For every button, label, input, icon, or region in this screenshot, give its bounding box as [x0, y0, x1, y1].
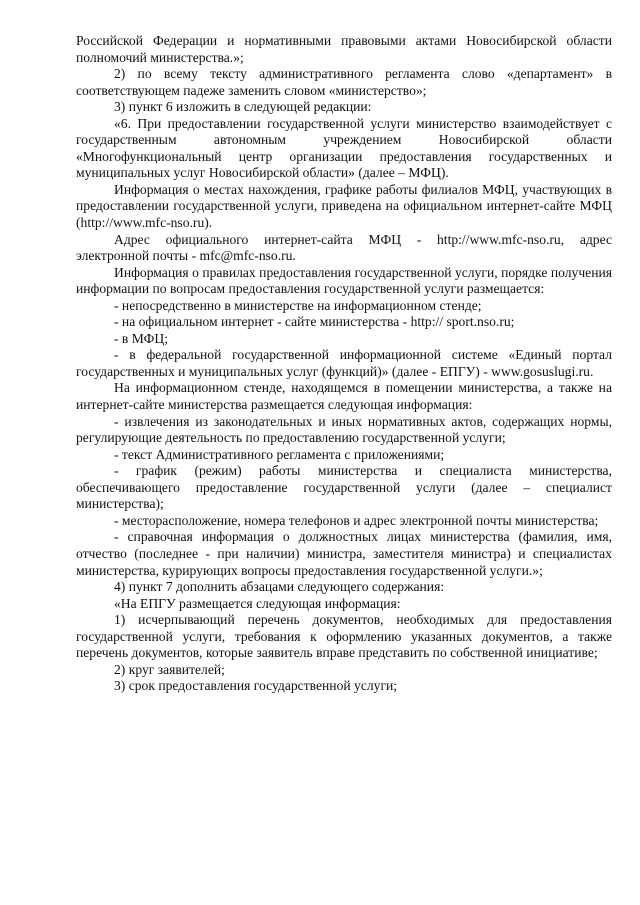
list-item-3: - в МФЦ;	[114, 330, 168, 346]
paragraph-7: Информация о правилах предоставления государственной услуги, порядке получения информации по вопросам предоставления государственной услуги размещается:	[76, 264, 612, 297]
document-page	[76, 33, 612, 695]
paragraph-9: 4) пункт 7 дополнить абзацами следующего содержания:	[114, 579, 445, 595]
list-item-4: - в федеральной государственной информационной системе «Единый портал государственных и муниципальных услуг (функций)» (далее - ЕПГУ) - www.gosuslugi.ru.	[76, 347, 612, 379]
list-item-6: - текст Административного регламента с приложениями;	[114, 446, 445, 462]
list-item-7: - график (режим) работы министерства и специалиста министерства, обеспечивающего предоставление государственной услуги (далее – специалист министерства);	[76, 463, 612, 512]
list-item-2: - на официальном интернет - сайте министерства - http:// sport.nso.ru;	[114, 314, 515, 330]
paragraph-1: Российской Федерации и нормативными правовыми актами Новосибирской области полномочий министерства.»;	[76, 33, 612, 65]
list-item-1: - непосредственно в министерстве на информационном стенде;	[114, 297, 482, 313]
paragraph-10: «На ЕПГУ размещается следующая информация:	[114, 595, 401, 611]
paragraph-5: Информация о местах нахождения, графике работы филиалов МФЦ, участвующих в предоставлении государственной услуги, приведена на официальном интернет-сайте МФЦ (http://www.mfc-nso.ru).	[76, 181, 612, 231]
paragraph-3: 3) пункт 6 изложить в следующей редакции:	[114, 99, 372, 115]
paragraph-2: 2) по всему тексту административного регламента слово «департамент» в соответствующем падеже заменить словом «министерство»;	[76, 66, 612, 98]
paragraph-6: Адрес официального интернет-сайта МФЦ - http://www.mfc-nso.ru, адрес электронной почты - mfc@mfc-nso.ru.	[76, 231, 612, 264]
list-item-9: - справочная информация о должностных лицах министерства (фамилия, имя, отчество (последнее - при наличии) министра, заместителя министра) и специалистах министерства, курирующих вопросы предоставления государственной услуги.»;	[76, 529, 612, 578]
numbered-item-2: 2) круг заявителей;	[114, 661, 225, 677]
list-item-8: - месторасположение, номера телефонов и адрес электронной почты министерства;	[114, 512, 599, 528]
numbered-item-1: 1) исчерпывающий перечень документов, необходимых для предоставления государственной услуги, требования к оформлению указанных документов, а также перечень документов, которые заявитель вправе представить по собственной инициативе;	[76, 612, 612, 661]
numbered-item-3: 3) срок предоставления государственной услуги;	[114, 678, 398, 694]
list-item-5: - извлечения из законодательных и иных нормативных актов, содержащих нормы, регулирующие деятельность по предоставлению государственной услуги;	[76, 413, 612, 446]
paragraph-4: «6. При предоставлении государственной услуги министерство взаимодействует с государственным автономным учреждением Новосибирской области «Многофункциональный центр организации предоставления государственных и муниципальных услуг Новосибирской области» (далее – МФЦ).	[76, 115, 612, 181]
paragraph-8: На информационном стенде, находящемся в помещении министерства, а также на интернет-сайте министерства размещается следующая информация:	[76, 380, 612, 413]
